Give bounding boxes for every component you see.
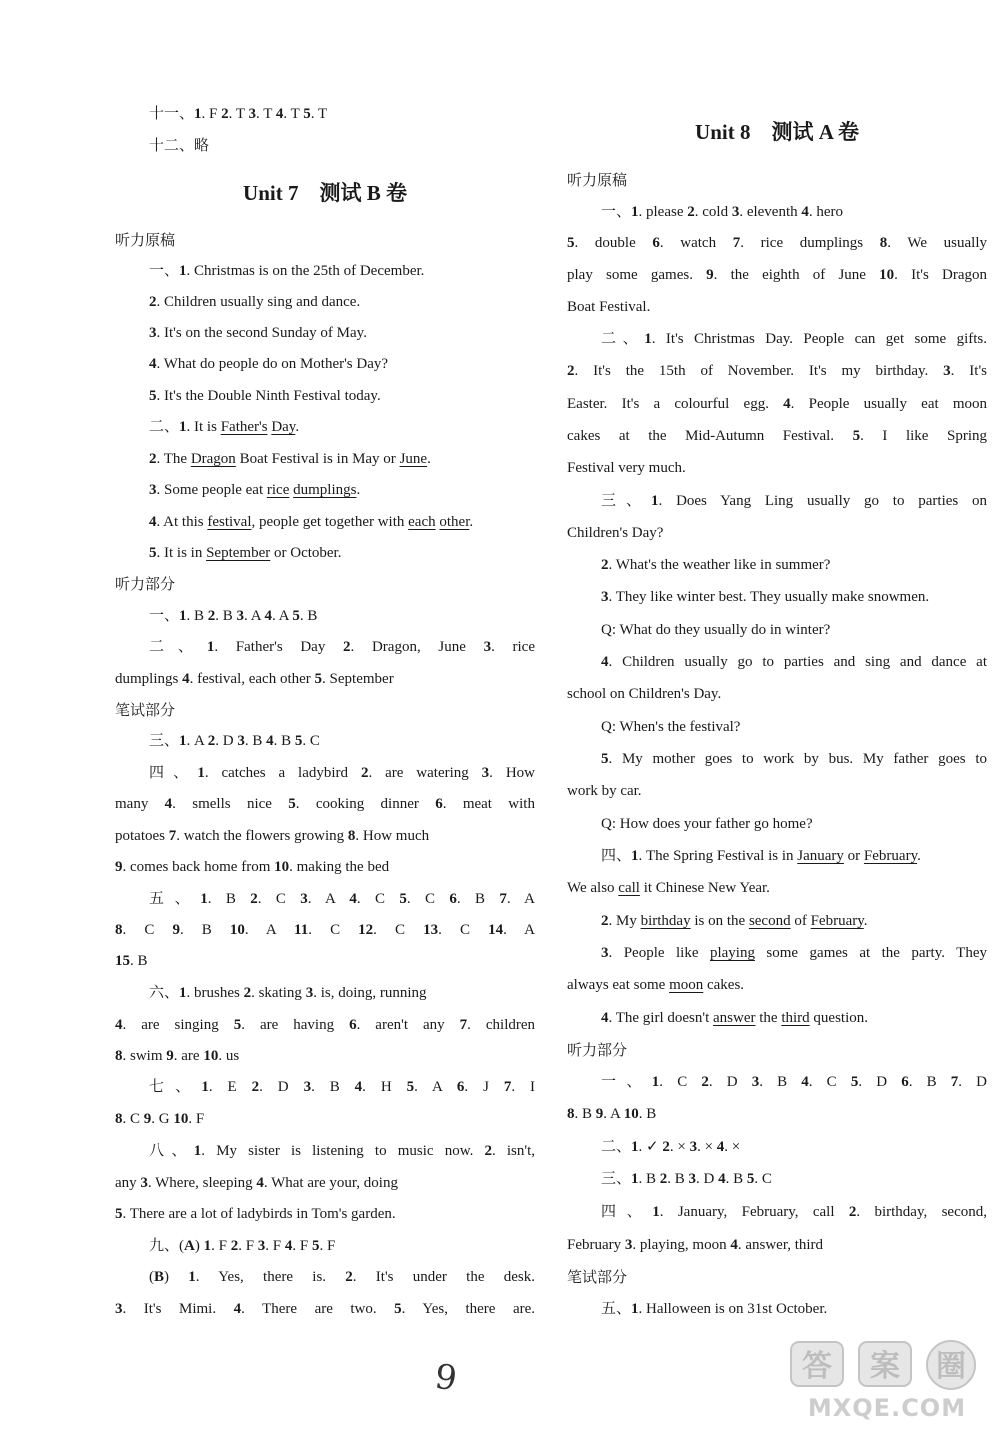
left-text-line: 七、1. E 2. D 3. B 4. H 5. A 6. J 7. I: [149, 1079, 535, 1095]
right-text-line: Boat Festival.: [567, 299, 651, 315]
right-text-line: 四、1. The Spring Festival is in January or February.: [601, 848, 921, 864]
left-text-line: dumplings 4. festival, each other 5. September: [115, 671, 394, 687]
right-text-line: 4. The girl doesn't answer the third question.: [601, 1010, 868, 1026]
right-section-heading: 听力部分: [567, 1041, 628, 1059]
right-text-line: 2. What's the weather like in summer?: [601, 557, 831, 573]
right-text-line: We also call it Chinese New Year.: [567, 880, 770, 896]
left-text-line: (B) 1. Yes, there is. 2. It's under the desk.: [149, 1269, 535, 1285]
right-text-line: cakes at the Mid-Autumn Festival. 5. I like Spring: [567, 428, 987, 444]
right-text-line: 8. B 9. A 10. B: [567, 1106, 657, 1122]
left-text-line: 九、(A) 1. F 2. F 3. F 4. F 5. F: [149, 1238, 336, 1254]
left-text-line: 5. It is in September or October.: [149, 545, 342, 561]
left-text-line: 八、1. My sister is listening to music now. 2. isn't,: [149, 1143, 536, 1159]
right-text-line: 二、1. ✓ 2. × 3. × 4. ×: [601, 1139, 741, 1155]
right-text-line: 5. My mother goes to work by bus. My father goes to: [601, 751, 987, 767]
page-number: 9: [432, 1356, 460, 1400]
right-text-line: Q: When's the festival?: [601, 719, 741, 735]
watermark-icon: [785, 1338, 990, 1422]
svg-text:答: 答: [802, 1349, 832, 1384]
left-text-line: 五、1. B 2. C 3. A 4. C 5. C 6. B 7. A: [149, 891, 535, 907]
right-text-line: 三、1. B 2. B 3. D 4. B 5. C: [601, 1171, 772, 1187]
left-text-line: 十一、1. F 2. T 3. T 4. T 5. T: [149, 106, 328, 122]
right-text-line: Q: What do they usually do in winter?: [601, 622, 831, 638]
right-text-line: 一、1. C 2. D 3. B 4. C 5. D 6. B 7. D: [601, 1074, 987, 1090]
svg-text:案: 案: [870, 1349, 900, 1384]
left-text-line: 六、1. brushes 2. skating 3. is, doing, running: [149, 985, 427, 1001]
left-text-line: 3. It's on the second Sunday of May.: [149, 325, 367, 341]
right-section-heading: 笔试部分: [567, 1268, 628, 1286]
left-text-line: 5. It's the Double Ninth Festival today.: [149, 388, 381, 404]
svg-text:圈: 圈: [936, 1349, 966, 1384]
right-text-line: play some games. 9. the eighth of June 10. It's Dragon: [567, 267, 987, 283]
left-section-heading: 笔试部分: [115, 701, 176, 719]
left-text-line: potatoes 7. watch the flowers growing 8. How much: [115, 828, 430, 844]
left-text-line: 9. comes back home from 10. making the bed: [115, 859, 390, 875]
left-text-line: 4. What do people do on Mother's Day?: [149, 356, 389, 372]
right-text-line: Q: How does your father go home?: [601, 816, 813, 832]
right-text-line: February 3. playing, moon 4. answer, third: [567, 1237, 824, 1253]
right-text-line: 3. They like winter best. They usually make snowmen.: [601, 589, 930, 605]
left-text-line: 十二、略: [149, 138, 210, 154]
right-text-line: Children's Day?: [567, 525, 664, 541]
right-text-line: 3. People like playing some games at the party. They: [601, 945, 987, 961]
left-text-line: 2. Children usually sing and dance.: [149, 294, 361, 310]
left-section-heading: 听力原稿: [115, 231, 176, 249]
left-text-line: 四、1. catches a ladybird 2. are watering 3. How: [149, 765, 535, 781]
left-text-line: 15. B: [115, 953, 148, 969]
unit8-title: Unit 8 测试 A 卷: [695, 120, 859, 144]
left-text-line: 8. C 9. B 10. A 11. C 12. C 13. C 14. A: [115, 922, 535, 938]
left-text-line: 4. are singing 5. are having 6. aren't any 7. children: [115, 1017, 536, 1033]
right-text-line: Festival very much.: [567, 460, 686, 476]
right-text-line: 四、1. January, February, call 2. birthday, second,: [601, 1204, 987, 1220]
left-text-line: 2. The Dragon Boat Festival is in May or June.: [149, 451, 431, 467]
left-text-line: 4. At this festival, people get together with each other.: [149, 514, 474, 530]
left-text-line: 一、1. B 2. B 3. A 4. A 5. B: [149, 608, 318, 624]
right-text-line: 二、1. It's Christmas Day. People can get some gifts.: [601, 331, 987, 347]
right-text-line: Easter. It's a colourful egg. 4. People usually eat moon: [567, 396, 988, 412]
watermark-logo: [785, 1338, 990, 1422]
left-section-heading: 听力部分: [115, 575, 176, 593]
left-text-line: any 3. Where, sleeping 4. What are your, doing: [115, 1175, 398, 1191]
left-text-line: 3. Some people eat rice dumplings.: [149, 482, 361, 498]
left-text-line: many 4. smells nice 5. cooking dinner 6. meat with: [115, 796, 535, 812]
right-text-line: 一、1. please 2. cold 3. eleventh 4. hero: [601, 204, 844, 220]
left-text-line: 8. C 9. G 10. F: [115, 1111, 205, 1127]
right-text-line: 5. double 6. watch 7. rice dumplings 8. We usually: [567, 235, 987, 251]
right-text-line: 2. My birthday is on the second of February.: [601, 913, 868, 929]
right-text-line: 三、1. Does Yang Ling usually go to parties on: [601, 493, 987, 509]
right-text-line: always eat some moon cakes.: [567, 977, 745, 993]
right-text-line: 4. Children usually go to parties and sing and dance at: [601, 654, 987, 670]
left-text-line: 3. It's Mimi. 4. There are two. 5. Yes, there are.: [115, 1301, 536, 1317]
right-section-heading: 听力原稿: [567, 171, 628, 189]
left-text-line: 二、1. It is Father's Day.: [149, 419, 300, 435]
unit7-title: Unit 7 测试 B 卷: [243, 181, 407, 205]
left-text-line: 一、1. Christmas is on the 25th of December.: [149, 263, 425, 279]
right-text-line: school on Children's Day.: [567, 686, 722, 702]
right-text-line: 五、1. Halloween is on 31st October.: [601, 1301, 828, 1317]
svg-text:MXQE.COM: MXQE.COM: [807, 1394, 967, 1422]
left-text-line: 三、1. A 2. D 3. B 4. B 5. C: [149, 733, 320, 749]
right-text-line: 2. It's the 15th of November. It's my birthday. 3. It's: [567, 363, 987, 379]
left-text-line: 二、1. Father's Day 2. Dragon, June 3. rice: [149, 639, 535, 655]
right-text-line: work by car.: [567, 783, 642, 799]
left-text-line: 5. There are a lot of ladybirds in Tom's garden.: [115, 1206, 396, 1222]
left-text-line: 8. swim 9. are 10. us: [115, 1048, 240, 1064]
